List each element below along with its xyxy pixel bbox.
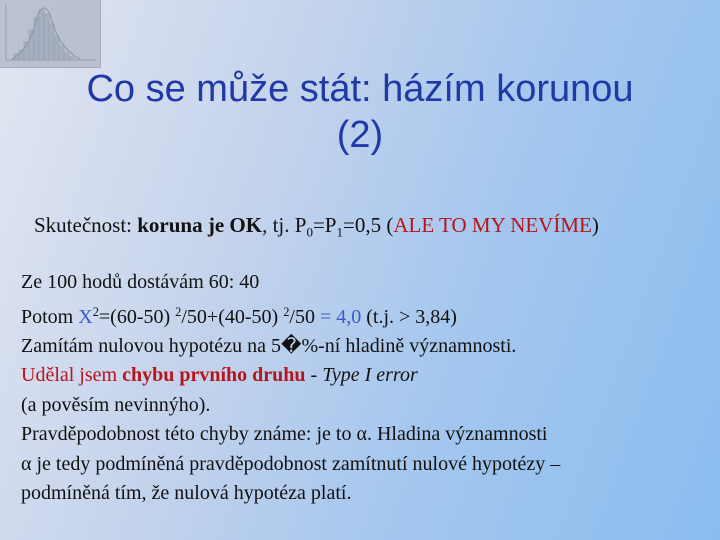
chi-sup2: 2 <box>175 304 182 319</box>
error-red: Udělal jsem <box>21 364 123 387</box>
error-italic: Type I error <box>322 364 418 387</box>
reality-sub0: 0 <box>306 224 313 240</box>
reality-close: ) <box>591 213 599 237</box>
reality-statement <box>34 213 599 241</box>
alpha-after: . Hladina významnosti <box>366 423 548 446</box>
chi-expr1: =(60-50) <box>98 305 176 328</box>
alpha-symbol: α <box>356 423 367 446</box>
chi-prefix: Potom <box>21 305 79 328</box>
alpha-def: je tedy podmíněná pravděpodobnost zamítnutí nulové hypotézy – <box>31 452 561 475</box>
histogram-logo-icon <box>0 0 101 68</box>
error-dash: - <box>305 364 323 387</box>
reality-sub1: 1 <box>336 224 344 240</box>
body-line-2 <box>21 298 701 332</box>
reality-eq: =P <box>312 213 337 237</box>
reality-prefix: Skutečnost: <box>34 213 138 237</box>
reality-bold: koruna je OK <box>137 213 263 237</box>
chi-tail: (t.j. > 3,84) <box>361 305 457 328</box>
body-line-5: (a pověsím nevinnýho). <box>21 393 211 416</box>
alpha-symbol-2: α <box>21 452 32 475</box>
reality-val: =0,5 ( <box>343 213 394 237</box>
body-line-1: Ze 100 hodů dostávám 60: 40 <box>21 271 260 293</box>
reality-mid: , tj. P <box>262 213 307 237</box>
chi-symbol: X <box>78 305 93 328</box>
slide-title <box>0 66 720 158</box>
body-line-6 <box>21 420 701 450</box>
chi-sup: 2 <box>92 304 99 319</box>
chi-sup3: 2 <box>283 304 290 319</box>
chi-result: = 4,0 <box>319 305 362 328</box>
body-line-3: Zamítám nulovou hypotézu na 5�%-ní hladině významnosti. <box>21 334 517 357</box>
body-line-8: podmíněná tím, že nulová hypotéza platí. <box>21 482 352 505</box>
slide-title-line2: (2) <box>336 114 384 156</box>
error-bold: chybu prvního druhu <box>122 364 306 387</box>
slide-title-line1: Co se může stát: házím korunou <box>86 68 634 110</box>
chi-expr3: /50 <box>289 305 320 328</box>
alpha-text: Pravděpodobnost této chyby známe: je to <box>21 423 357 446</box>
chi-expr2: /50+(40-50) <box>181 305 284 328</box>
body-line-4 <box>21 361 701 391</box>
reality-warning: ALE TO MY NEVÍME <box>393 213 592 237</box>
body-line-7 <box>21 450 701 480</box>
slide-body <box>21 268 701 509</box>
